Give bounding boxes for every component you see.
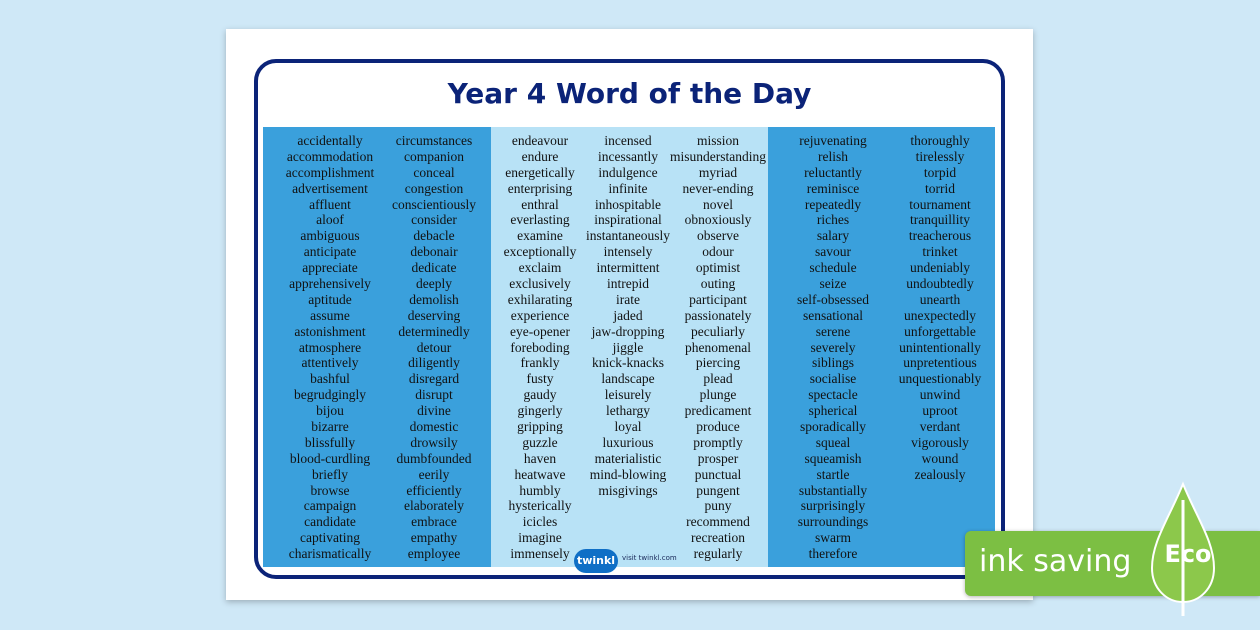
word-item: inspirational	[594, 212, 662, 228]
word-item: knick-knacks	[592, 355, 664, 371]
word-item: wound	[921, 450, 959, 466]
word-item: unforgettable	[904, 323, 976, 339]
word-item: briefly	[312, 466, 348, 482]
word-item: schedule	[809, 260, 857, 276]
word-item: campaign	[303, 498, 357, 514]
word-item: debacle	[413, 228, 455, 244]
word-item: empathy	[410, 530, 458, 546]
word-item: salary	[816, 228, 850, 244]
word-item: promptly	[693, 434, 743, 450]
word-item: browse	[310, 482, 350, 498]
word-item: savour	[815, 244, 851, 260]
word-item: blood-curdling	[289, 450, 371, 466]
word-item: deeply	[416, 276, 452, 292]
word-item: fusty	[526, 371, 554, 387]
word-item: unwind	[919, 387, 961, 403]
word-item: inhospitable	[595, 196, 661, 212]
word-item: surroundings	[797, 514, 869, 530]
word-item: materialistic	[594, 450, 662, 466]
word-item: participant	[689, 291, 747, 307]
word-item: undeniably	[910, 260, 970, 276]
word-item: tournament	[909, 196, 971, 212]
word-item: repeatedly	[804, 196, 862, 212]
word-item: eerily	[418, 466, 450, 482]
word-item: foreboding	[510, 339, 570, 355]
word-item: loyal	[614, 419, 642, 435]
word-item: mind-blowing	[589, 466, 667, 482]
word-item: exceptionally	[503, 244, 577, 260]
word-item: incessantly	[598, 148, 658, 164]
word-item: myriad	[698, 164, 738, 180]
word-item: intensely	[603, 244, 653, 260]
word-item: spectacle	[808, 387, 858, 403]
word-item: imagine	[518, 530, 562, 546]
word-item: plunge	[699, 387, 737, 403]
word-item: icicles	[522, 514, 558, 530]
twinkl-logo	[574, 549, 714, 575]
word-item: lethargy	[606, 403, 650, 419]
twinkl-logo-badge: twinkl	[574, 549, 618, 573]
word-column-6	[786, 133, 880, 562]
word-item: mission	[696, 133, 739, 148]
word-item: atmosphere	[298, 339, 362, 355]
word-item: gingerly	[517, 403, 563, 419]
word-item: everlasting	[510, 212, 570, 228]
word-item: guzzle	[522, 434, 558, 450]
word-item: unquestionably	[898, 371, 982, 387]
word-item: obnoxiously	[684, 212, 752, 228]
word-item: begrudgingly	[294, 387, 366, 403]
word-item: serene	[815, 323, 851, 339]
word-item: phenomenal	[685, 339, 751, 355]
word-item: eye-opener	[510, 323, 570, 339]
word-item: gaudy	[523, 387, 557, 403]
word-item: bizarre	[311, 419, 349, 435]
word-item: experience	[510, 307, 570, 323]
word-item: novel	[703, 196, 733, 212]
word-item: frankly	[520, 355, 560, 371]
word-item: thoroughly	[910, 133, 970, 148]
word-item: surprisingly	[800, 498, 866, 514]
word-item: astonishment	[294, 323, 366, 339]
word-item: detour	[416, 339, 452, 355]
ink-saving-text: ink saving	[979, 544, 1132, 579]
word-item: endure	[521, 148, 559, 164]
word-item: dedicate	[411, 260, 457, 276]
word-item: plead	[703, 371, 733, 387]
word-item: puny	[704, 498, 732, 514]
word-item: deserving	[407, 307, 461, 323]
word-item: divine	[417, 403, 451, 419]
word-item: energetically	[505, 164, 575, 180]
word-item: regularly	[693, 546, 743, 562]
word-item: drowsily	[410, 434, 458, 450]
word-item: blissfully	[304, 434, 356, 450]
word-item: gripping	[517, 419, 563, 435]
word-column-3	[494, 133, 586, 562]
word-item: dumbfounded	[396, 450, 472, 466]
word-item: infinite	[608, 180, 648, 196]
word-item: assume	[310, 307, 350, 323]
word-item: punctual	[694, 466, 742, 482]
word-item: leisurely	[604, 387, 652, 403]
word-item: riches	[816, 212, 850, 228]
word-item: reminisce	[806, 180, 860, 196]
word-item: unearth	[919, 291, 961, 307]
word-item: consider	[411, 212, 457, 228]
word-item: charismatically	[288, 546, 372, 562]
word-item: outing	[700, 276, 736, 292]
word-item: self-obsessed	[797, 291, 869, 307]
word-item: attentively	[301, 355, 359, 371]
word-item: undoubtedly	[906, 276, 974, 292]
word-item: vigorously	[911, 434, 969, 450]
word-item: squeamish	[804, 450, 862, 466]
word-item: observe	[697, 228, 739, 244]
word-item: hysterically	[508, 498, 572, 514]
word-item: embrace	[411, 514, 457, 530]
word-item: tranquillity	[910, 212, 970, 228]
word-item: tirelessly	[915, 148, 965, 164]
word-item: odour	[702, 244, 734, 260]
word-item: endeavour	[511, 133, 569, 148]
word-item: misunderstanding	[670, 148, 766, 164]
word-item: bijou	[316, 403, 344, 419]
word-item: peculiarly	[691, 323, 745, 339]
word-item: companion	[404, 148, 464, 164]
word-item: accomplishment	[285, 164, 375, 180]
eco-label: Eco	[1164, 540, 1212, 568]
word-item: torpid	[923, 164, 957, 180]
word-item: apprehensively	[289, 276, 371, 292]
word-item: jaded	[613, 307, 643, 323]
word-item: squeal	[815, 434, 851, 450]
word-item: immensely	[510, 546, 570, 562]
word-item: advertisement	[292, 180, 368, 196]
word-item: jiggle	[612, 339, 644, 355]
word-item: irate	[616, 291, 640, 307]
word-item: prosper	[697, 450, 739, 466]
word-mat-sheet	[226, 29, 1033, 600]
word-item: piercing	[695, 355, 741, 371]
word-item: affluent	[309, 196, 351, 212]
word-item: relish	[818, 148, 848, 164]
word-item: uproot	[922, 403, 958, 419]
word-mat-frame	[254, 59, 1005, 579]
word-item: predicament	[684, 403, 752, 419]
word-column-7	[888, 133, 992, 483]
word-column-1	[278, 133, 382, 562]
word-item: unpretentious	[903, 355, 977, 371]
word-item: haven	[523, 450, 557, 466]
word-item: efficiently	[406, 482, 462, 498]
word-item: disrupt	[415, 387, 453, 403]
word-item: humbly	[519, 482, 561, 498]
word-item: reluctantly	[804, 164, 862, 180]
word-item: landscape	[601, 371, 655, 387]
word-item: aptitude	[308, 291, 352, 307]
word-item: verdant	[919, 419, 961, 435]
word-item: optimist	[695, 260, 741, 276]
word-item: sensational	[803, 307, 863, 323]
word-item: instantaneously	[586, 228, 670, 244]
word-item: exhilarating	[507, 291, 573, 307]
word-item: exclusively	[509, 276, 571, 292]
word-item: never-ending	[682, 180, 754, 196]
word-item: candidate	[304, 514, 356, 530]
page-title: Year 4 Word of the Day	[447, 77, 812, 110]
word-item: substantially	[798, 482, 868, 498]
word-item: swarm	[815, 530, 851, 546]
word-item: diligently	[408, 355, 460, 371]
word-item: enterprising	[507, 180, 573, 196]
word-item: congestion	[404, 180, 464, 196]
word-item: demolish	[409, 291, 459, 307]
word-item: pungent	[696, 482, 740, 498]
word-item: therefore	[808, 546, 858, 562]
word-item: anticipate	[303, 244, 357, 260]
word-item: treacherous	[908, 228, 972, 244]
word-item: trinket	[922, 244, 958, 260]
word-item: accommodation	[286, 148, 374, 164]
word-item: examine	[517, 228, 563, 244]
word-item: recreation	[691, 530, 745, 546]
word-item: unintentionally	[899, 339, 981, 355]
word-item: conscientiously	[392, 196, 476, 212]
word-item: heatwave	[514, 466, 566, 482]
word-item: indulgence	[598, 164, 658, 180]
word-item: produce	[696, 419, 740, 435]
word-item: exclaim	[518, 260, 562, 276]
word-item: passionately	[684, 307, 752, 323]
word-item: zealously	[914, 466, 966, 482]
word-item: disregard	[408, 371, 460, 387]
twinkl-url: visit twinkl.com	[622, 554, 677, 562]
word-item: enthral	[521, 196, 559, 212]
word-item: incensed	[604, 133, 652, 148]
word-item: determinedly	[398, 323, 470, 339]
word-item: misgivings	[598, 482, 658, 498]
word-item: startle	[816, 466, 850, 482]
word-item: domestic	[409, 419, 459, 435]
word-item: aloof	[316, 212, 344, 228]
word-item: bashful	[310, 371, 350, 387]
word-item: ambiguous	[300, 228, 360, 244]
word-item: debonair	[410, 244, 458, 260]
word-item: severely	[810, 339, 856, 355]
word-item: jaw-dropping	[591, 323, 665, 339]
word-item: conceal	[413, 164, 455, 180]
word-item: torrid	[925, 180, 955, 196]
word-column-2	[380, 133, 488, 562]
word-item: appreciate	[302, 260, 358, 276]
word-item: recommend	[686, 514, 750, 530]
word-item: seize	[819, 276, 847, 292]
word-item: luxurious	[602, 434, 654, 450]
word-column-5	[662, 133, 774, 562]
word-item: captivating	[300, 530, 360, 546]
word-item: sporadically	[800, 419, 866, 435]
word-item: siblings	[811, 355, 854, 371]
word-item: intrepid	[607, 276, 649, 292]
word-item: spherical	[808, 403, 858, 419]
word-item: intermittent	[596, 260, 660, 276]
word-item: employee	[407, 546, 461, 562]
word-item: rejuvenating	[799, 133, 867, 148]
word-item: unexpectedly	[904, 307, 976, 323]
word-item: socialise	[809, 371, 857, 387]
word-item: elaborately	[404, 498, 464, 514]
word-item: circumstances	[395, 133, 473, 148]
word-item: accidentally	[297, 133, 363, 148]
